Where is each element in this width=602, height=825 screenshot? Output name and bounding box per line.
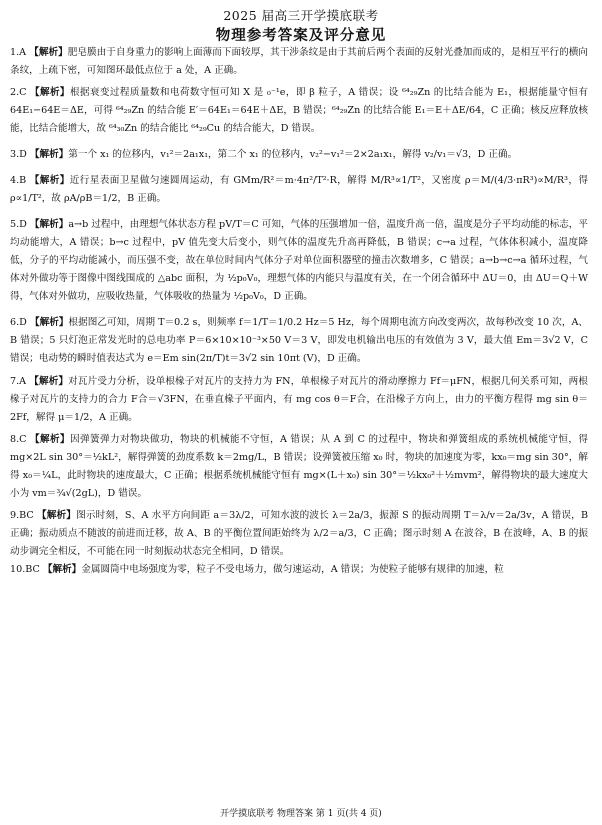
answer-item bbox=[10, 44, 588, 80]
analysis-label: 【解析】 bbox=[29, 149, 69, 161]
answer-text: 因弹簧弹力对物块做功，物块的机械能不守恒，A 错误；从 A 到 C 的过程中，物块和弹簧组成的系统机械能守恒，得 mg×2L sin 30°＝½kL²，解得弹簧的劲度系数 k＝2mg/L，B 错误；设弹簧被压缩 x₀ 时，物块的加速度为零，kx₀＝mg sin 30°，解得 x₀＝¼L，此时物块的速度最大，C 正确；根据系统机械能守恒有 mg×(L＋x₀) sin 30°＝½kx₀²＋½mvm²，解得物块的最大速度大小为 vm＝¾√(2gL)，D 错误。 bbox=[10, 433, 588, 499]
analysis-label: 【解析】 bbox=[36, 509, 77, 521]
answer-text: 根据图乙可知，周期 T＝0.2 s，则频率 f＝1/T＝1/0.2 Hz＝5 Hz，每个周期电流方向改变两次，故每秒改变 10 次，A、B 错误；5 只灯泡正常发光时的总电功率 P＝6×10×10⁻³×50 V＝3 V，即发电机输出电压的有效值为 3 V，最大值 Em＝3√2 V，C 错误；电动势的瞬时值表达式为 e＝Em sin(2π/T)t＝3√2 sin 10πt (V)，D 正确。 bbox=[10, 317, 589, 365]
analysis-label: 【解析】 bbox=[29, 175, 70, 187]
answer-item bbox=[10, 373, 588, 427]
answers-content bbox=[10, 44, 588, 579]
answer-number: 6.D bbox=[10, 317, 27, 329]
document-subtitle: 物理参考答案及评分意见 bbox=[215, 27, 387, 44]
answer-number: 1.A bbox=[10, 47, 27, 58]
answer-text: 第一个 x₁ 的位移内，v₁²＝2a₁x₁，第二个 x₁ 的位移内，v₂²−v₁²＝2×2a₁x₁，解得 v₂/v₁＝√3，D 正确。 bbox=[68, 149, 518, 161]
answer-number: 3.D bbox=[10, 149, 27, 161]
answer-number: 5.D bbox=[10, 219, 27, 231]
answer-item bbox=[10, 146, 588, 164]
answer-number: 7.A bbox=[10, 375, 27, 387]
answer-text: 金属圆筒中电场强度为零，粒子不受电场力，做匀速运动，A 错误；为使粒子能够有规律的加速，粒 bbox=[81, 563, 504, 575]
answer-number: 9.BC bbox=[10, 509, 34, 521]
analysis-label: 【解析】 bbox=[29, 219, 69, 231]
answer-item bbox=[10, 561, 588, 579]
answer-text: 根据衰变过程质量数和电荷数守恒可知 X 是 ₀⁻¹e，即 β 粒子，A 错误；设 ⁶⁴₂₉Zn 的比结合能为 E₁，根据能量守恒有 64E₁−64E＝ΔE，可得 ⁶⁴₂₉Zn 的结合能 E′＝64E₁＝64E＋ΔE，B 错误；⁶⁴₂₉Zn 的比结合能 E₁＝E＋ΔE/64，C 正确；核反应释放核能，比结合能增大，故 ⁶⁴₃₀Zn 的结合能比 ⁶⁴₂₉Cu 的结合能大，D 错误。 bbox=[10, 87, 588, 135]
answer-item bbox=[10, 84, 588, 138]
answer-number: 8.C bbox=[10, 433, 27, 445]
answer-text: 肥皂膜由于自身重力的影响上面薄而下面较厚，其干涉条纹是由于其前后两个表面的反射光叠加而成的，是相互平行的横向条纹，上疏下密，可知图环最低点位于 a 处，A 正确。 bbox=[10, 47, 588, 77]
page-footer: 开学摸底联考 物理答案 第 1 页(共 4 页) bbox=[220, 809, 382, 819]
exam-title: 2025 届高三开学摸底联考 bbox=[223, 8, 379, 23]
answer-item bbox=[10, 216, 588, 306]
analysis-label: 【解析】 bbox=[29, 47, 68, 58]
answer-number: 4.B bbox=[10, 175, 27, 187]
analysis-label: 【解析】 bbox=[29, 317, 69, 329]
answer-text: 图示时刻，S、A 水平方向间距 a＝3λ/2，可知水波的波长 λ＝2a/3，振源 S 的振动周期 T＝λ/v＝2a/3v，A 错误，B 正确；振动质点不随波的前进而迁移，故 A、B 的平衡位置间距始终为 λ/2＝a/3，C 正确；图示时刻 A 在波谷，B 在波峰，A、B 的振动步调完全相反，不可能在同一时刻振动状态完全相同，D 错误。 bbox=[10, 509, 589, 557]
answer-number: 2.C bbox=[10, 87, 27, 99]
answer-item bbox=[10, 431, 588, 503]
answer-number: 10.BC bbox=[10, 563, 40, 575]
answer-item bbox=[10, 507, 588, 561]
answer-text: 近行星表面卫星做匀速圆周运动，有 GMm/R²＝m·4π²/T²·R，解得 M/R³∝1/T²，又密度 ρ＝M/(4/3·πR³)∝M/R³，得 ρ∝1/T²，故 ρA/ρB＝1/2，B 正确。 bbox=[10, 175, 588, 205]
analysis-label: 【解析】 bbox=[29, 87, 70, 99]
answer-item bbox=[10, 172, 588, 208]
analysis-label: 【解析】 bbox=[29, 433, 70, 445]
analysis-label: 【解析】 bbox=[29, 375, 69, 387]
answer-text: a→b 过程中，由理想气体状态方程 pV/T＝C 可知，气体的压强增加一倍，温度升高一倍，温度是分子平均动能的标志，平均动能增大，A 错误；b→c 过程中，pV 值先变大后变小，则气体的温度先升高再降低，B 错误；c→a 过程，气体体积减小，温度降低，分子的平均动能减小，而压强不变，故在单位时间内气体分子对单位面积器壁的撞击次数增多，C 错误；a→b→c→a 循环过程，气体对外做功等于图像中图线围成的 △abc 面积，为 ½p₀V₀，理想气体的内能只与温度有关，在一个闭合循环中 ΔU＝0，由 ΔU＝Q＋W 得，气体对外做功，应吸收热量，气体吸收的热量为 ½p₀V₀，D 正确。 bbox=[10, 219, 589, 303]
answer-item bbox=[10, 314, 588, 368]
answer-text: 对瓦片受力分析，设单根椽子对瓦片的支持力为 FN，单根椽子对瓦片的滑动摩擦力 Ff＝μFN，根据几何关系可知，两根椽子对瓦片的支持力的合力 F合＝√3FN，在垂直椽子平面内，有 mg cos θ＝F合，在沿椽子方向上，由力的平衡方程得 mg sin θ＝2Ff，解得 μ＝1/2，A 正确。 bbox=[10, 375, 588, 423]
analysis-label: 【解析】 bbox=[42, 563, 82, 575]
